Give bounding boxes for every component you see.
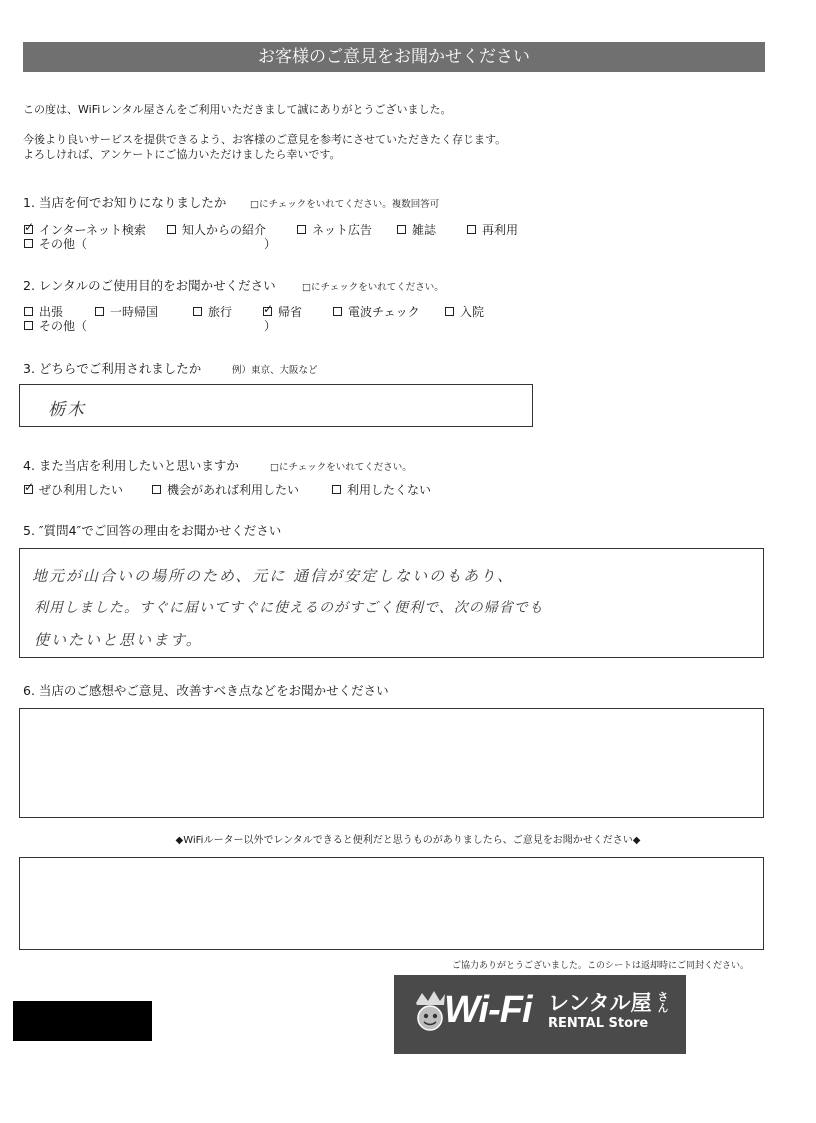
logo-san: さん: [656, 991, 669, 1013]
q6-answer-field[interactable]: [19, 708, 764, 818]
extra-answer-field[interactable]: [19, 857, 764, 950]
checkbox-icon[interactable]: [24, 225, 33, 234]
q1-option-internet[interactable]: ✓ インターネット検索: [24, 221, 146, 238]
q5-answer-line-3: 使いたいと思います。: [34, 631, 203, 649]
extra-prompt: ◆WiFiルーター以外でレンタルできると便利だと思うものがありましたら、ご意見をお聞かせください◆: [175, 835, 641, 846]
checkbox-icon[interactable]: [193, 307, 202, 316]
q2-title: 2. レンタルのご使用目的をお聞かせください: [23, 278, 276, 293]
q6-title: 6. 当店のご感想やご意見、改善すべき点などをお聞かせください: [23, 683, 389, 698]
q4-option-if-opportunity[interactable]: 機会があれば利用したい: [152, 481, 299, 498]
q1-other-close: ）: [264, 237, 277, 251]
q2-option-travel[interactable]: 旅行: [193, 303, 232, 320]
checkbox-icon[interactable]: [95, 307, 104, 316]
checkbox-icon[interactable]: [333, 307, 342, 316]
q2-option-hospital[interactable]: 入院: [445, 303, 484, 320]
intro-line-2: 今後より良いサービスを提供できるよう、お客様のご意見を参考にさせていただきたく存じます。: [23, 133, 507, 146]
q1-option-net-ad[interactable]: ネット広告: [297, 221, 372, 238]
q2-option-signal-check[interactable]: 電波チェック: [333, 303, 420, 320]
q1-title: 1. 当店を何でお知りになりましたか: [23, 195, 227, 210]
page-title: お客様のご意見をお聞かせください: [23, 42, 765, 72]
q3-answer-text: 栃木: [48, 400, 86, 420]
redaction-block: [13, 1001, 152, 1041]
q4-note: □にチェックをいれてください。: [270, 462, 412, 473]
q1-option-magazine[interactable]: 雑誌: [397, 221, 436, 238]
q1-option-reuse[interactable]: 再利用: [467, 221, 518, 238]
checkbox-icon[interactable]: [445, 307, 454, 316]
q4-option-definitely[interactable]: ✓ ぜひ利用したい: [24, 481, 123, 498]
checkbox-icon[interactable]: [297, 225, 306, 234]
q1-option-other[interactable]: その他（: [24, 235, 87, 252]
q1-note: □にチェックをいれてください。複数回答可: [250, 199, 440, 210]
q5-answer-field[interactable]: [19, 548, 764, 658]
q2-option-business[interactable]: 出張: [24, 303, 63, 320]
q4-option-no[interactable]: 利用したくない: [332, 481, 431, 498]
checkbox-icon[interactable]: [24, 239, 33, 248]
q1-option-friend[interactable]: 知人からの紹介: [167, 221, 266, 238]
q2-note: □にチェックをいれてください。: [302, 282, 444, 293]
checkbox-icon[interactable]: [467, 225, 476, 234]
checkbox-icon[interactable]: [24, 485, 33, 494]
q5-title: 5. ″質問4″でご回答の理由をお聞かせください: [23, 523, 282, 538]
checkbox-icon[interactable]: [167, 225, 176, 234]
intro-line-3: よろしければ、アンケートにご協力いただけましたら幸いです。: [23, 148, 341, 161]
q5-answer-line-2: 利用しました。すぐに届いてすぐに使えるのがすごく便利で、次の帰省でも: [34, 600, 544, 616]
q2-option-homecoming[interactable]: ✓ 帰省: [263, 303, 302, 320]
checkbox-icon[interactable]: [24, 321, 33, 330]
q3-answer-field[interactable]: [19, 384, 533, 427]
crown-mascot-icon: [412, 989, 448, 1033]
checkbox-icon[interactable]: [397, 225, 406, 234]
logo-jp: レンタル屋: [548, 991, 652, 1015]
logo-wifi: Wi-Fi: [444, 989, 532, 1031]
q5-answer-line-1: 地元が山合いの場所のため、元に 通信が安定しないのもあり、: [32, 567, 515, 585]
q2-option-temp-return[interactable]: 一時帰国: [95, 303, 158, 320]
footer-thanks: ご協力ありがとうございました。このシートは返却時にご同封ください。: [452, 961, 750, 971]
checkbox-icon[interactable]: [24, 307, 33, 316]
logo-en: RENTAL Store: [548, 1016, 649, 1031]
intro-line-1: この度は、WiFiレンタル屋さんをご利用いただきまして誠にありがとうございました。: [23, 103, 452, 116]
store-logo: [394, 975, 686, 1054]
q2-other-close: ）: [264, 319, 277, 333]
q2-option-other[interactable]: その他（: [24, 317, 87, 334]
checkbox-icon[interactable]: [152, 485, 161, 494]
q3-title: 3. どちらでご利用されましたか: [23, 361, 202, 376]
checkbox-icon[interactable]: [332, 485, 341, 494]
q4-title: 4. また当店を利用したいと思いますか: [23, 458, 239, 473]
checkbox-icon[interactable]: [263, 307, 272, 316]
q3-note: 例）東京、大阪など: [232, 365, 318, 376]
